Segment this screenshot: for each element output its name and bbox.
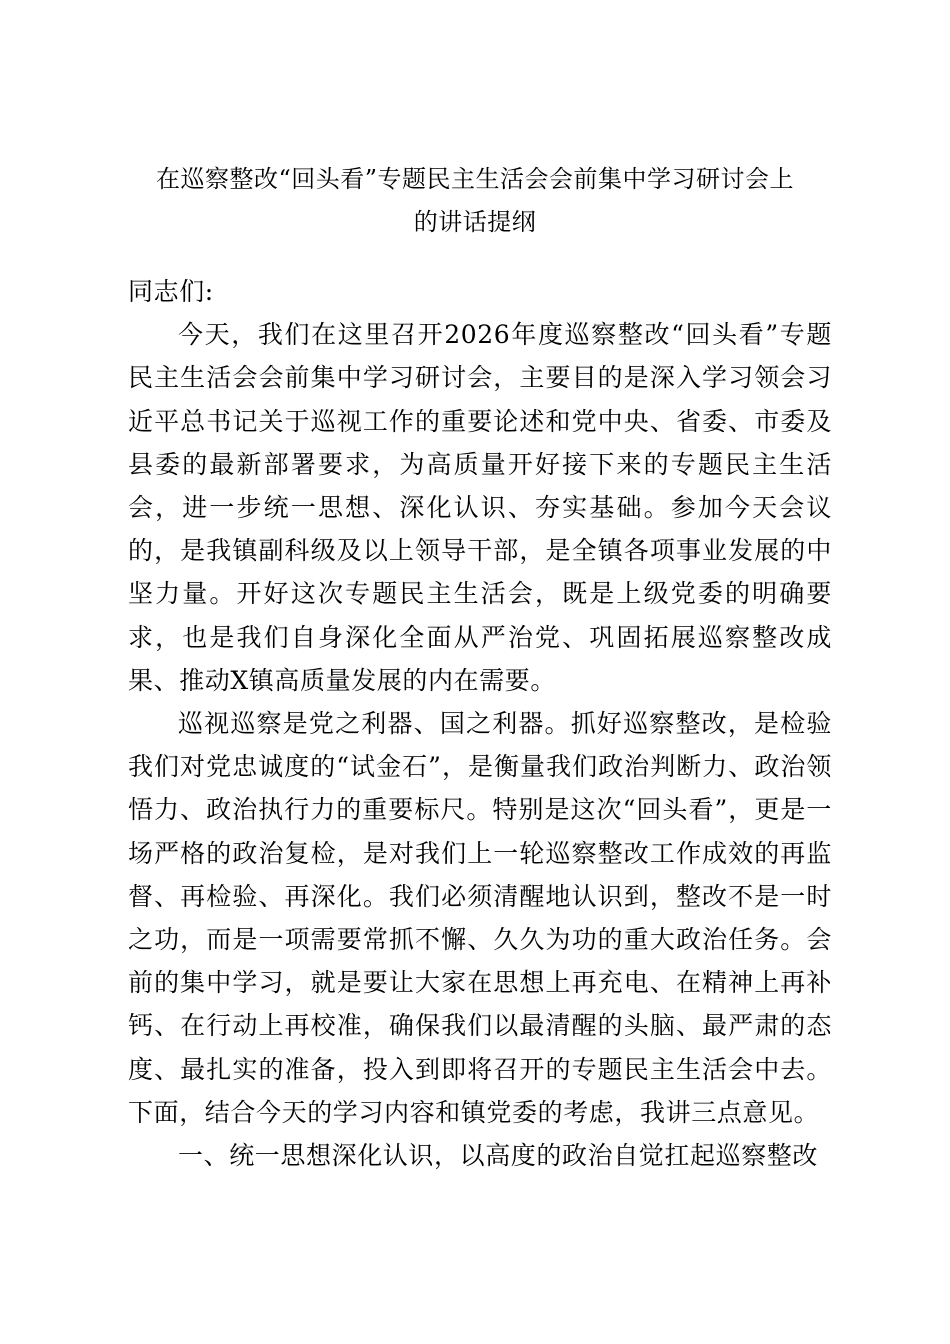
- document-body: [128, 270, 832, 1177]
- paragraph-inspection: 巡视巡察是党之利器、国之利器。抓好巡察整改，是检验我们对党忠诚度的“试金石”，是衡量我们政治判断力、政治领悟力、政治执行力的重要标尺。特别是这次“回头看”，更是一场严格的政治复检，是对我们上一轮巡察整改工作成效的再监督、再检验、再深化。我们必须清醒地认识到，整改不是一时之功，而是一项需要常抓不懈、久久为功的重大政治任务。会前的集中学习，就是要让大家在思想上再充电、在精神上再补钙、在行动上再校准，确保我们以最清醒的头脑、最严肃的态度、最扎实的准备，投入到即将召开的专题民主生活会中去。下面，结合今天的学习内容和镇党委的考虑，我讲三点意见。: [128, 709, 832, 1127]
- title-line-1: 在巡察整改“回头看”专题民主生活会会前集中学习研讨会上: [155, 165, 795, 193]
- paragraph-intro: 今天，我们在这里召开2026年度巡察整改“回头看”专题民主生活会会前集中学习研讨会，主要目的是深入学习领会习近平总书记关于巡视工作的重要论述和党中央、省委、市委及县委的最新部署要求，为高质量开好接下来的专题民主生活会，进一步统一思想、深化认识、夯实基础。参加今天会议的，是我镇副科级及以上领导干部，是全镇各项事业发展的中坚力量。开好这次专题民主生活会，既是上级党委的明确要求，也是我们自身深化全面从严治党、巩固拓展巡察整改成果、推动X镇高质量发展的内在需要。: [128, 320, 832, 695]
- title-line-2: 的讲话提纲: [413, 208, 537, 236]
- greeting: 同志们:: [128, 277, 214, 306]
- section-heading-1: 一、统一思想深化认识，以高度的政治自觉扛起巡察整改: [178, 1141, 819, 1171]
- document-title: [110, 158, 840, 244]
